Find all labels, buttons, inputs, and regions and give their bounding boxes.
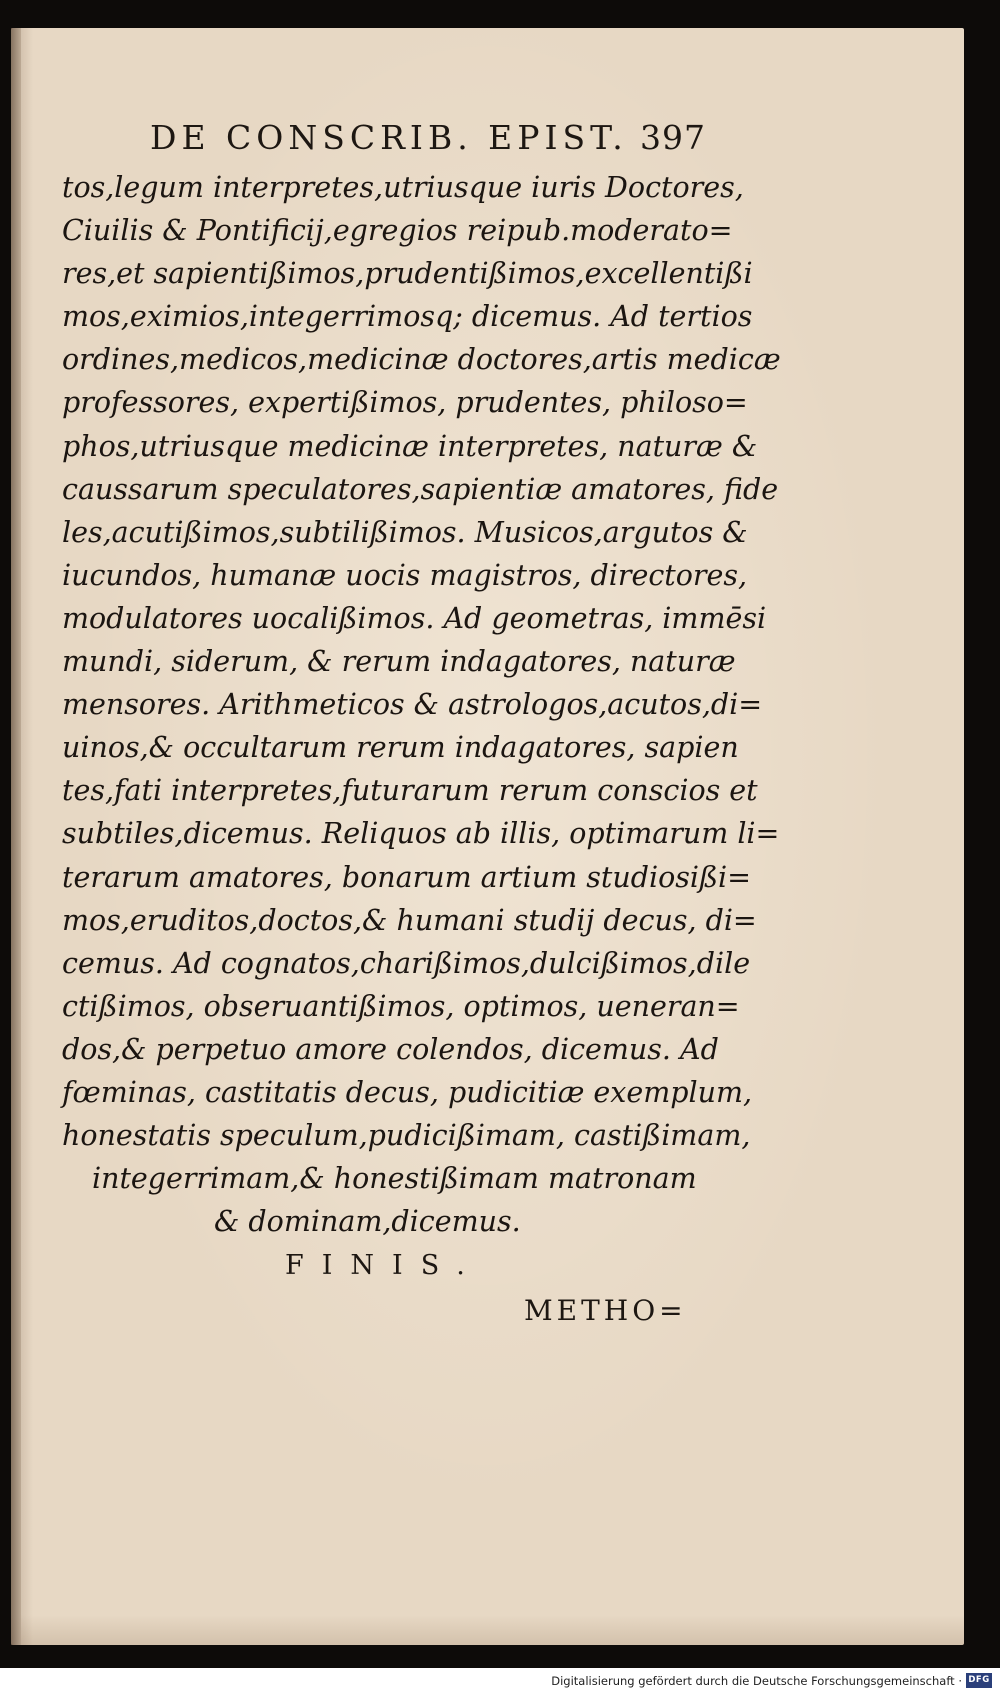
- text-line: mundi, siderum, & rerum indagatores, naturæ: [62, 645, 736, 679]
- text-line: tes,fati interpretes,futurarum rerum conscios et: [62, 774, 758, 808]
- text-line: professores, expertißimos, prudentes, philoso=: [62, 386, 748, 420]
- text-line: res,et sapientißimos,prudentißimos,excellentißi: [62, 257, 753, 291]
- text-line: mensores. Arithmeticos & astrologos,acutos,di=: [62, 688, 763, 722]
- text-line: fœminas, castitatis decus, pudicitiæ exemplum,: [62, 1075, 753, 1109]
- page-gutter-shadow: [11, 28, 21, 1645]
- text-line: phos,utriusque medicinæ interpretes, naturæ &: [62, 429, 758, 463]
- text-line: uinos,& occultarum rerum indagatores, sapien: [62, 731, 739, 765]
- body-text: [62, 166, 781, 1243]
- text-line: les,acutißimos,subtilißimos. Musicos,argutos &: [62, 515, 748, 549]
- text-line: ctißimos, obseruantißimos, optimos, ueneran=: [62, 989, 740, 1023]
- text-line: Ciuilis & Pontificij,egregios reipub.moderato=: [62, 214, 733, 248]
- text-line: mos,eruditos,doctos,& humani studij decus, di=: [62, 903, 757, 937]
- finis: FINIS.: [285, 1250, 483, 1281]
- text-line: cemus. Ad cognatos,charißimos,dulcißimos,dile: [62, 946, 751, 980]
- text-line: dos,& perpetuo amore colendos, dicemus. Ad: [62, 1032, 719, 1066]
- digitization-credit: Digitalisierung gefördert durch die Deutsche Forschungsgemeinschaft ·: [551, 1674, 962, 1688]
- text-line: honestatis speculum,pudicißimam, castißimam,: [62, 1119, 751, 1153]
- text-line: modulatores uocalißimos. Ad geometras, immēsi: [62, 601, 767, 635]
- running-head-title: DE CONSCRIB. EPIST.: [150, 118, 628, 157]
- text-line: ordines,medicos,medicinæ doctores,artis medicæ: [62, 343, 781, 377]
- page-number: 397: [640, 118, 706, 157]
- text-line: caussarum speculatores,sapientiæ amatores, fide: [62, 472, 779, 506]
- running-head: [150, 118, 706, 164]
- catchword: METHO=: [524, 1294, 687, 1327]
- text-line: tos,legum interpretes,utriusque iuris Doctores,: [62, 171, 744, 204]
- text-line: mos,eximios,integerrimosq; dicemus. Ad tertios: [62, 300, 753, 334]
- text-line: integerrimam,& honestißimam matronam: [92, 1162, 697, 1196]
- text-line: terarum amatores, bonarum artium studiosißi=: [62, 860, 752, 894]
- text-line: subtiles,dicemus. Reliquos ab illis, optimarum li=: [62, 817, 780, 851]
- dfg-logo-icon: DFG: [966, 1673, 992, 1688]
- text-line: & dominam,dicemus.: [214, 1205, 521, 1239]
- text-line: iucundos, humanæ uocis magistros, directores,: [62, 558, 748, 592]
